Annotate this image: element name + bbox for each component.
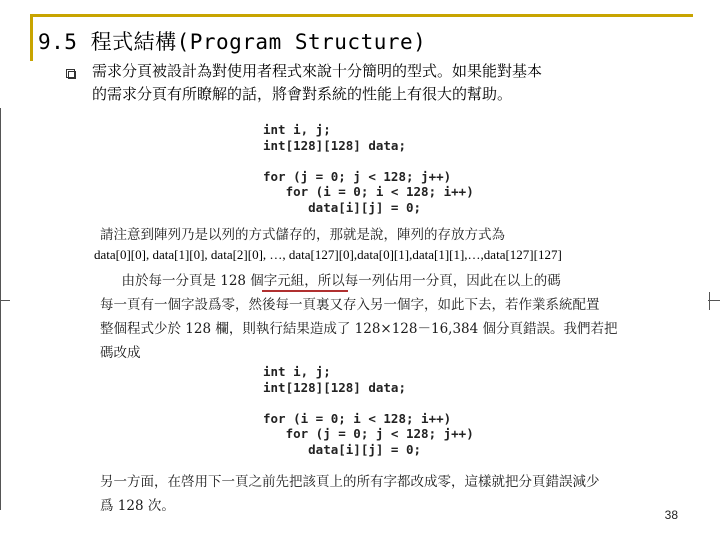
paragraph-conclusion [100,470,600,518]
square-bullet-icon [66,69,76,79]
scanned-textbook-excerpt [86,108,638,520]
code-block-row-order: int i, j; int[128][128] data; for (i = 0; i < 128; i++) for (j = 0; j < 128; j++) data[i][j] = 0; [263,364,474,457]
paragraph-line: 另一方面，在啓用下一頁之前先把該頁上的所有字都改成零，這樣就把分頁錯誤減少 [100,474,600,490]
red-underline-highlight [262,290,348,292]
intro-line: 的需求分頁有所瞭解的話，將會對系統的性能上有很大的幫助。 [92,85,513,103]
page-number: 38 [664,508,678,522]
intro-line: 需求分頁被設計為對使用者程式來說十分簡明的型式。如果能對基本 [92,62,543,80]
paragraph-page-faults [100,269,618,365]
paragraph-line: 碼改成 [100,345,141,361]
paragraph-line: 由於每一分頁是 128 個字元組，所以每一列佔用一分頁，因此在以上的碼 [100,273,561,289]
paragraph-line: 爲 128 次。 [100,498,175,514]
left-tick-mark [0,300,10,301]
paragraph-line: 整個程式少於 128 欄，則執行結果造成了 128×128－16,384 個分頁錯誤。我們若把 [100,321,618,337]
paragraph-line: 每一頁有一個字設爲零，然後每一頁裏又存入另一個字，如此下去，若作業系統配置 [100,297,600,313]
right-tick-mark-vertical [709,292,710,310]
code-block-column-order: int i, j; int[128][128] data; for (j = 0; j < 128; j++) for (i = 0; i < 128; i++) data[i][j] = 0; [263,122,474,215]
left-edge-line [0,108,1,510]
intro-text [92,60,652,106]
paragraph-storage-note: 請注意到陣列乃是以列的方式儲存的，那就是說，陣列的存放方式為 [100,227,505,243]
array-storage-sequence: data[0][0], data[1][0], data[2][0], …, data[127][0],data[0][1],data[1][1],…,data[127][127] [94,247,562,262]
slide-title: 9.5 程式結構(Program Structure) [38,30,427,54]
